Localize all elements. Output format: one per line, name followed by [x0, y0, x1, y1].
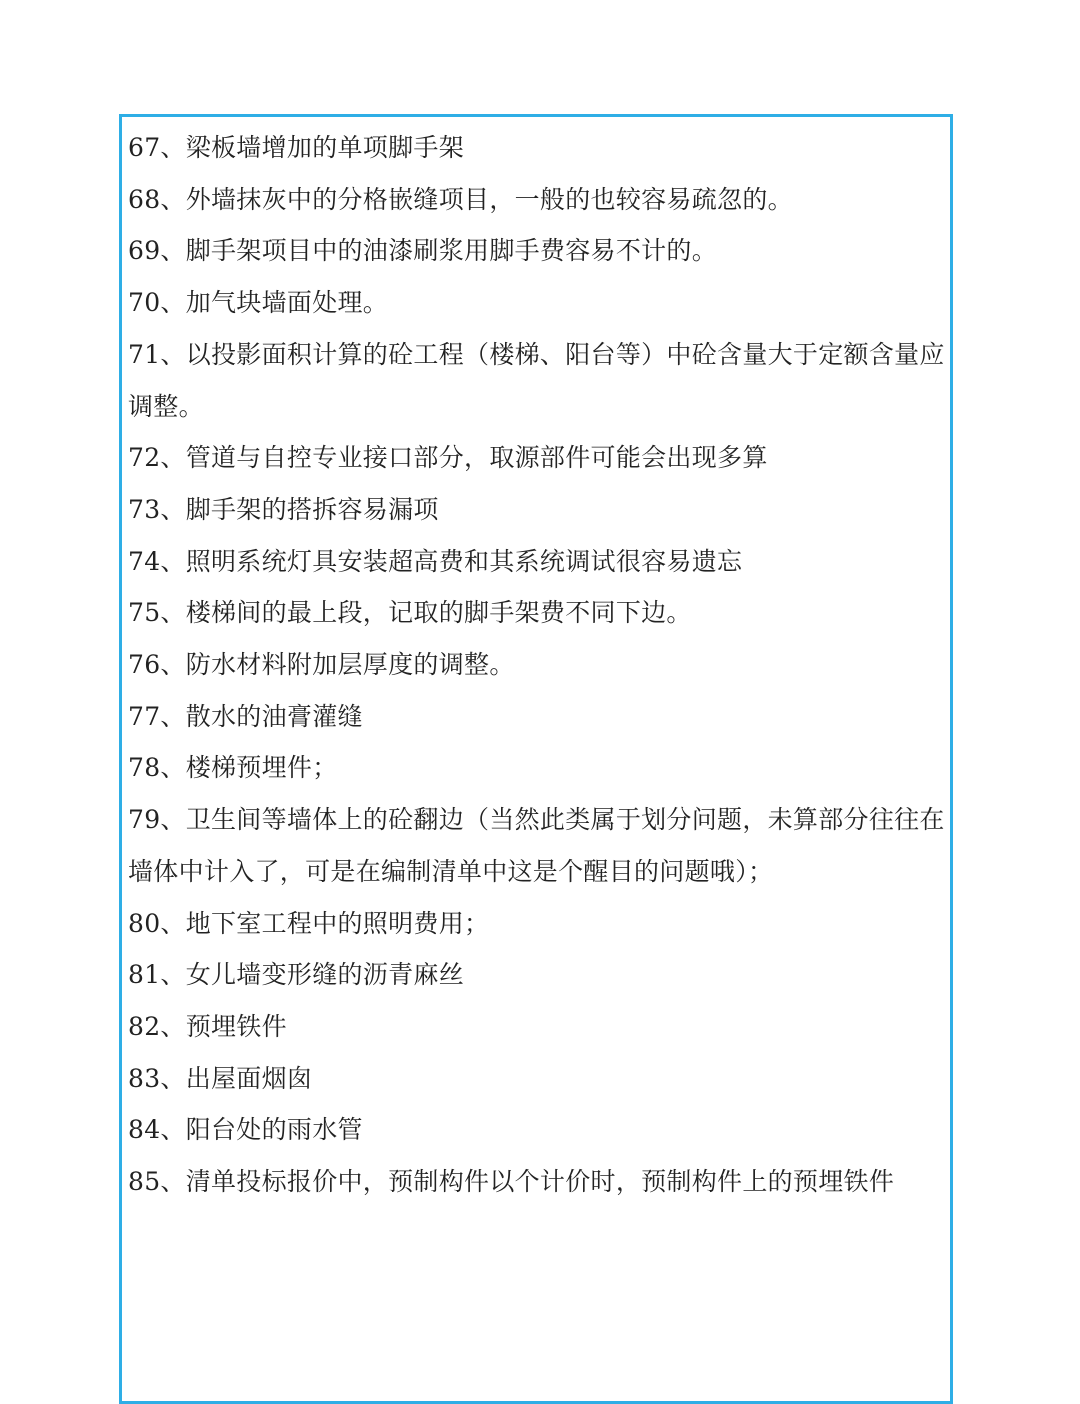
- list-item-68: 68、外墙抹灰中的分格嵌缝项目，一般的也较容易疏忽的。: [128, 184, 793, 214]
- list-item-79: 79、卫生间等墙体上的砼翻边（当然此类属于划分问题，未算部分往往在墙体中计入了，可是在编制清单中这是个醒目的问题哦）；: [128, 805, 945, 886]
- list-item-71: 71、以投影面积计算的砼工程（楼梯、阳台等）中砼含量大于定额含量应调整。: [128, 339, 945, 421]
- list-item-85: 85、清单投标报价中，预制构件以个计价时，预制构件上的预埋铁件: [128, 1167, 895, 1197]
- list-item-67: 67、梁板墙增加的单项脚手架: [128, 133, 465, 162]
- list-item-80: 80、地下室工程中的照明费用；: [128, 908, 490, 938]
- checklist: [128, 122, 950, 1208]
- list-item-77: 77、散水的油膏灌缝: [128, 701, 363, 731]
- list-item-73: 73、脚手架的搭拆容易漏项: [128, 494, 439, 524]
- list-item-83: 83、出屋面烟囱: [128, 1063, 313, 1093]
- list-item-82: 82、预埋铁件: [128, 1011, 287, 1041]
- list-item-74: 74、照明系统灯具安装超高费和其系统调试很容易遗忘: [128, 546, 743, 576]
- list-item-78: 78、楼梯预埋件；: [128, 753, 338, 783]
- list-item-81: 81、女儿墙变形缝的沥青麻丝: [128, 960, 465, 990]
- list-item-76: 76、防水材料附加层厚度的调整。: [128, 650, 515, 680]
- list-item-72: 72、管道与自控专业接口部分，取源部件可能会出现多算: [128, 443, 768, 473]
- list-item-75: 75、楼梯间的最上段，记取的脚手架费不同下边。: [128, 598, 692, 628]
- list-item-70: 70、加气块墙面处理。: [128, 288, 389, 318]
- list-item-69: 69、脚手架项目中的油漆刷浆用脚手费容易不计的。: [128, 236, 718, 266]
- list-item-84: 84、阳台处的雨水管: [128, 1115, 363, 1145]
